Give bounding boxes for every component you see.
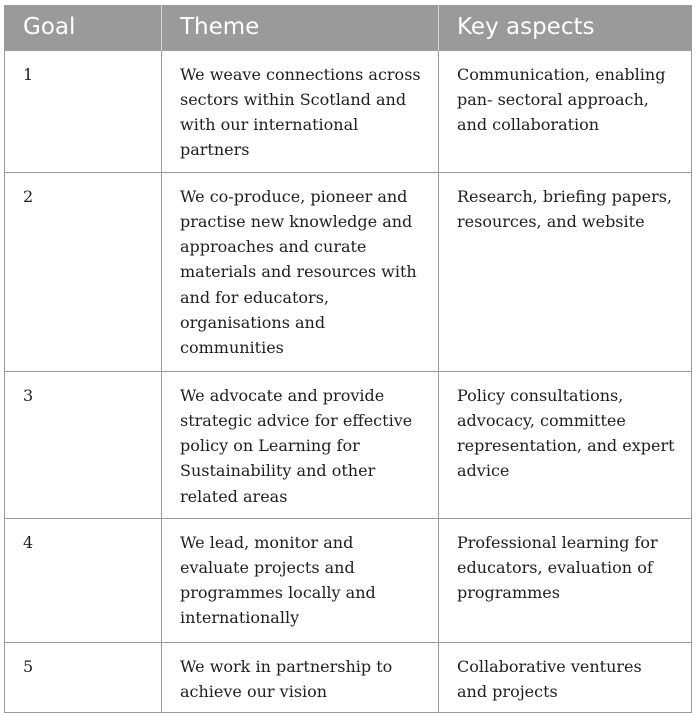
table-row: [5, 50, 692, 172]
goals-table: [4, 5, 692, 713]
key-aspects-cell: Collaborative ventures and projects: [439, 642, 692, 713]
key-aspects-cell: Communication, enabling pan- sectoral approach, and collaboration: [439, 50, 692, 172]
header-theme: Theme: [162, 5, 439, 50]
table-row: [5, 518, 692, 642]
table-row: [5, 371, 692, 518]
key-aspects-cell: Policy consultations, advocacy, committee representation, and expert advice: [439, 371, 692, 518]
header-row: [5, 5, 692, 50]
goal-cell: 3: [5, 371, 162, 518]
goal-cell: 1: [5, 50, 162, 172]
theme-cell: We co-produce, pioneer and practise new knowledge and approaches and curate materials and resources with and for educators, organisations and communities: [162, 172, 439, 371]
key-aspects-cell: Professional learning for educators, evaluation of programmes: [439, 518, 692, 642]
theme-cell: We weave connections across sectors within Scotland and with our international partners: [162, 50, 439, 172]
table-row: [5, 172, 692, 371]
table-row: [5, 642, 692, 713]
table-header: [5, 5, 692, 50]
goal-cell: 5: [5, 642, 162, 713]
theme-cell: We lead, monitor and evaluate projects and programmes locally and internationally: [162, 518, 439, 642]
goal-cell: 4: [5, 518, 162, 642]
goal-cell: 2: [5, 172, 162, 371]
key-aspects-cell: Research, briefing papers, resources, and website: [439, 172, 692, 371]
table-body: [5, 50, 692, 713]
header-key-aspects: Key aspects: [439, 5, 692, 50]
theme-cell: We work in partnership to achieve our vision: [162, 642, 439, 713]
header-goal: Goal: [5, 5, 162, 50]
theme-cell: We advocate and provide strategic advice for effective policy on Learning for Sustainability and other related areas: [162, 371, 439, 518]
